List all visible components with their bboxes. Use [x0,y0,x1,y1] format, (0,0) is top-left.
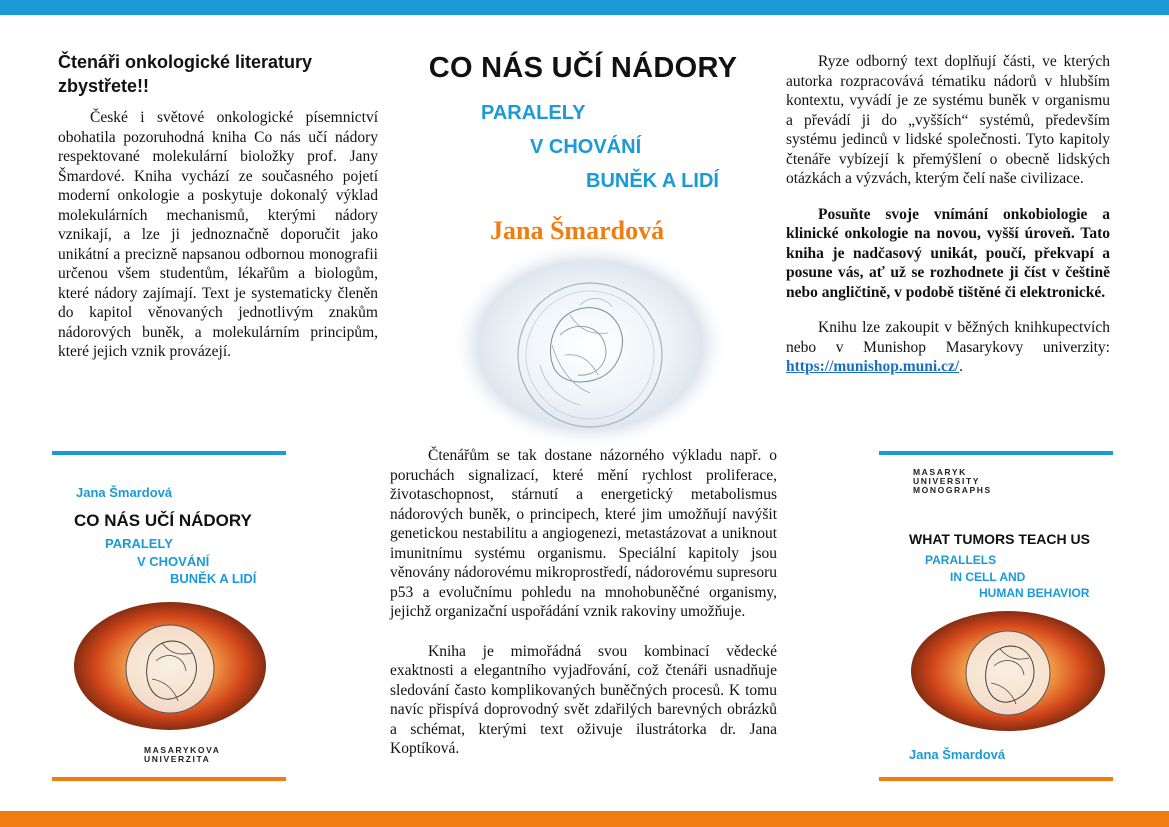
center-paragraph-1: Čtenářům se tak dostane názorného výkladu např. o poruchách signalizací, které mění rychlost proliferace, životaschopnost, stárnutí a energetický metabolismus nádorových buněk, o principech, které jim umožňují navýšit genetickou nestabilitu a angiogenezi, metastázovat a uniknout imunitnímu systému organismu. Speciální kapitoly jsou věnovány nádorovému mikroprostředí, nádorovému supresoru p53 a evolučnímu pohledu na mnohobuněčné organismy, jejichž organizační uspořádání vznik rakoviny umožňuje. [390,447,777,620]
cover-publisher [144,746,220,764]
publisher-line-2: UNIVERSITY [913,476,981,486]
subtitle-line-3: BUNĚK A LIDÍ [586,170,719,192]
right-text-block [786,52,1110,393]
left-text-block [58,108,378,362]
cover-subtitle-2: V CHOVÁNÍ [137,554,210,569]
publisher-line-1: MASARYKOVA [144,745,221,755]
right-paragraph-1: Ryze odborný text doplňují části, ve kterých autorka rozpracovává tématiku nádorů v hlubším kontextu, vyvádí je ze systému buněk v organismu a převádí ji do „vyšších“ systémů, především systému jedinců v lidské společnosti. Tyto kapitoly čtenáře vybízejí k přemýšlení o obecně lidských otázkách a výzvách, kterým čelí naše civilizace. [786,53,1110,187]
cover-subtitle-2: IN CELL AND [950,570,1026,584]
main-title: CO NÁS UČÍ NÁDORY [428,52,738,84]
publisher-line-1: MASARYK [913,467,967,477]
publisher-line-3: MONOGRAPHS [913,485,992,495]
left-paragraph: České i světové onkologické písemnictví obohatila pozoruhodná kniha Co nás učí nádory respektované molekulární bioložky prof. Jany Šmardové. Kniha vychází ze současného pojetí moderní onkologie a poskytuje dokonalý výklad molekulárních mechanismů, kterými nádory vznikají, a lze ji jednoznačně doporučit jako unikátní a precizně napsanou odbornou monografii určenou všem studentům, lékařům a biologům, které nádory zajímají. Text je systematicky členěn do kapitol věnovaných jednotlivým znakům nádorových buněk, a molekulárním principům, které jejich vznik provázejí. [58,109,378,360]
center-paragraph-2: Kniha je mimořádná svou kombinací vědecké exaktnosti a elegantního vyjadřování, což čtenáři usnadňuje sledování často komplikovaných buněčných procesů. K tomu navíc přispívá doprovodný svět zdařilých barevných obrázků a schémat, kterými text oživuje ilustrátorka dr. Jana Koptíková. [390,642,777,757]
book-cover-czech [52,451,286,786]
right-paragraph-3 [786,318,1110,377]
cover-illustration-fire [74,601,267,731]
link-suffix: . [959,358,964,375]
munishop-link[interactable]: https://munishop.muni.cz/ [786,358,960,375]
cover-subtitle-3: HUMAN BEHAVIOR [979,586,1090,600]
right-paragraph-2: Posuňte svoje vnímání onkobiologie a klinické onkologie na novou, vyšší úroveň. Tato kniha je nadčasový unikát, poučí, překvapí a posune vás, ať už se rozhodnete ji číst v češtině nebo angličtině, v podobě tištěné či elektronické. [786,205,1110,301]
cover-illustration [440,235,740,445]
cover-title: WHAT TUMORS TEACH US [909,531,1090,547]
bottom-accent-bar [0,811,1169,827]
cover-publisher [913,468,992,495]
purchase-text: Knihu lze zakoupit v běžných knihkupectvích nebo v Munishop Masarykovy univerzity: [786,319,1110,356]
cover-top-rule [52,451,286,455]
center-text-block [390,446,777,779]
cover-subtitle-1: PARALELY [105,536,173,551]
left-heading: Čtenáři onkologické literatury zbystřete!! [58,52,313,96]
subtitle-line-2: V CHOVÁNÍ [530,136,642,158]
cover-illustration-fire [911,611,1105,731]
cover-title: CO NÁS UČÍ NÁDORY [74,511,252,530]
cover-bottom-rule [52,777,286,781]
cover-author: Jana Šmardová [76,485,173,500]
cover-subtitle-3: BUNĚK A LIDÍ [170,571,257,586]
cover-subtitle-1: PARALLELS [925,553,997,567]
top-accent-bar [0,0,1169,15]
cover-top-rule [879,451,1113,455]
author-name: Jana Šmardová [490,216,665,245]
subtitle-line-1: PARALELY [481,102,586,124]
cover-author: Jana Šmardová [909,747,1006,762]
book-cover-english [879,451,1113,786]
publisher-line-2: UNIVERZITA [144,754,211,764]
cover-bottom-rule [879,777,1113,781]
